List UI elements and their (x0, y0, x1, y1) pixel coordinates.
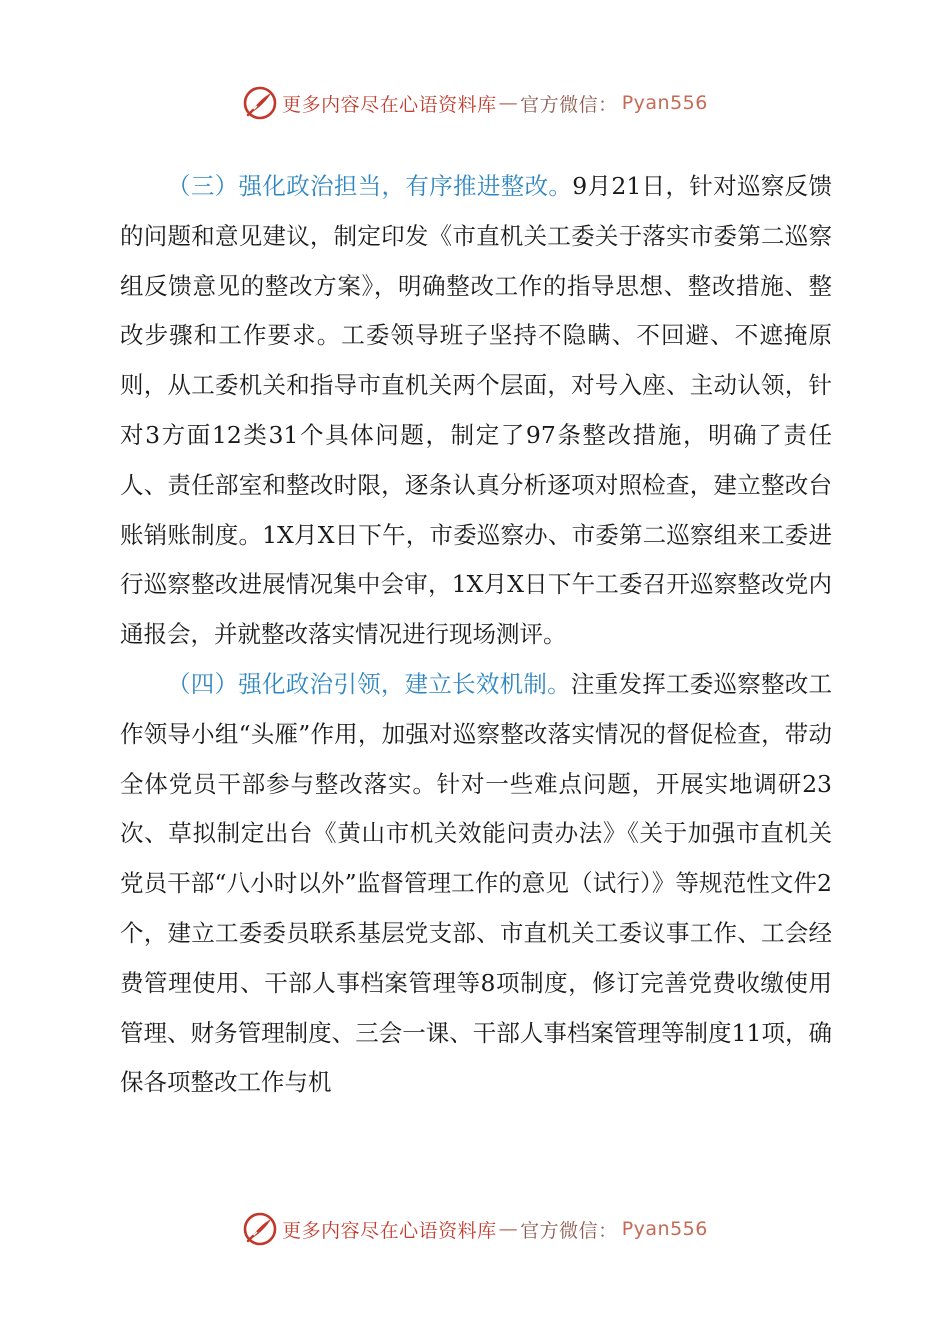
paragraph-3 (120, 162, 832, 660)
footer-site-text: 更多内容尽在心语资料库 (282, 1219, 497, 1242)
paragraph-4 (120, 660, 832, 1108)
banner-colon: ： (598, 93, 618, 116)
banner-wechat-id: Pyan556 (621, 92, 708, 114)
footer-dash: — (498, 1218, 519, 1240)
banner-dash: — (498, 92, 519, 114)
footer-colon: ： (598, 1219, 618, 1242)
header-banner (0, 83, 950, 123)
paragraph-3-heading: （三）强化政治担当，有序推进整改。 (167, 172, 573, 200)
paragraph-4-text: 注重发挥工委巡察整改工作领导小组“头雁”作用，加强对巡察整改落实情况的督促检查，带动全体党员干部参与整改落实。针对一些难点问题，开展实地调研23次、草拟制定出台《黄山市机关效能问责办法》《关于加强市直机关党员干部“八小时以外”监督管理工作的意见（试行）》等规范性文件2个，建立工委委员联系基层党支部、市直机关工委议事工作、工会经费管理使用、干部人事档案管理等8项制度，修订完善党费收缴使用管理、财务管理制度、三会一课、干部人事档案管理等制度11项，确保各项整改工作与机 (120, 669, 833, 1097)
banner-site-text: 更多内容尽在心语资料库 (282, 93, 497, 116)
footer-banner (0, 1209, 950, 1249)
footer-wechat-id: Pyan556 (621, 1218, 708, 1240)
paragraph-4-heading: （四）强化政治引领，建立长效机制。 (167, 669, 571, 698)
footer-wechat-label: 官方微信 (520, 1219, 599, 1242)
quill-logo-icon (242, 85, 278, 121)
quill-logo-icon (242, 1211, 278, 1247)
banner-wechat-label: 官方微信 (520, 93, 599, 116)
paragraph-3-text: 9月21日，针对巡察反馈的问题和意见建议，制定印发《市直机关工委关于落实市委第二巡察组反馈意见的整改方案》，明确整改工作的指导思想、整改措施、整改步骤和工作要求。工委领导班子坚持不隐瞒、不回避、不遮掩原则，从工委机关和指导市直机关两个层面，对号入座、主动认领，针对3方面12类31个具体问题，制定了97条整改措施，明确了责任人、责任部室和整改时限，逐条认真分析逐项对照检查，建立整改台账销账制度。1X月X日下午，市委巡察办、市委第二巡察组来工委进行巡察整改进展情况集中会审，1X月X日下午工委召开巡察整改党内通报会，并就整改落实情况进行现场测评。 (120, 172, 833, 649)
document-body (120, 162, 832, 1108)
